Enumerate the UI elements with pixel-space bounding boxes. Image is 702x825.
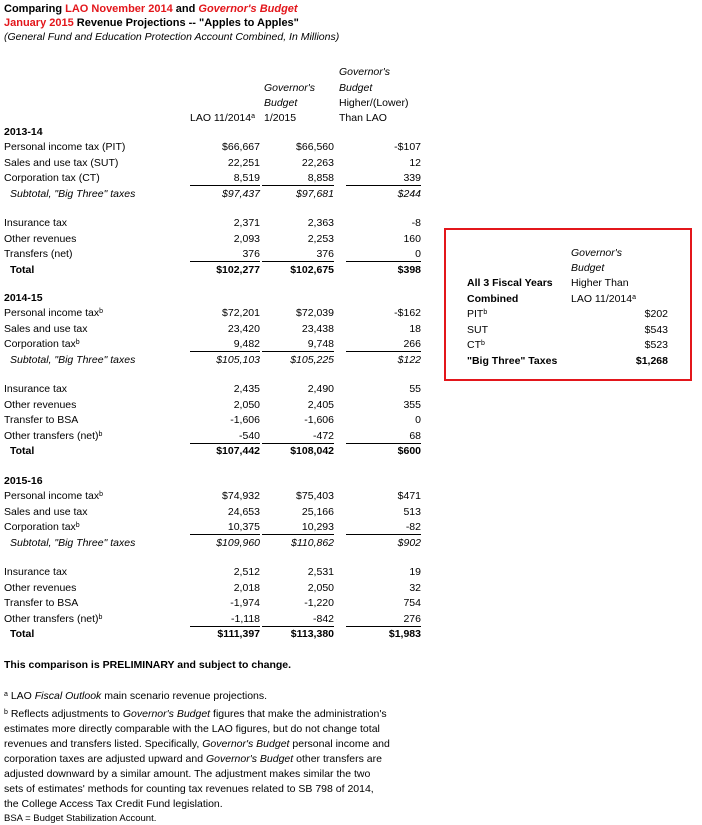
row-label — [4, 613, 102, 626]
lao-value: $74,932 — [222, 490, 260, 502]
gov-value: 376 — [262, 248, 334, 262]
row-label — [10, 354, 135, 367]
lao-value: $66,667 — [222, 141, 260, 153]
year-heading: 2015-16 — [4, 475, 43, 487]
summary-row-label — [467, 339, 485, 352]
diff-value: $244 — [397, 187, 421, 200]
footnote-italic: Fiscal Outlook — [34, 690, 102, 702]
row-label — [4, 430, 102, 443]
row-label — [4, 566, 67, 579]
summary-row-sup: b — [481, 340, 485, 347]
row-label — [4, 172, 100, 185]
row-label — [4, 521, 80, 534]
lao-value: $97,437 — [222, 187, 260, 200]
row-label-text: Personal income tax — [4, 307, 100, 319]
row-label-text: Total — [10, 628, 35, 640]
gov-value: 2,405 — [307, 398, 334, 411]
row-label-sup: b — [98, 430, 103, 438]
row-label — [10, 264, 34, 277]
row-label-text: Sales and use tax (SUT) — [4, 156, 119, 169]
row-label-text: Total — [10, 445, 35, 457]
title-line-2 — [4, 17, 299, 30]
footnote-a — [4, 689, 267, 704]
lao-value: 10,375 — [190, 521, 260, 535]
preliminary-note: This comparison is PRELIMINARY and subject to change. — [4, 659, 292, 671]
row-label-text: Other revenues — [4, 398, 77, 411]
row-label-text: Subtotal, "Big Three" taxes — [10, 536, 136, 549]
diff-value: 19 — [409, 566, 421, 578]
footnote-b-line-4 — [4, 752, 424, 767]
gov-value: $110,862 — [290, 536, 334, 549]
diff-value: 276 — [346, 613, 421, 627]
gov-value: 2,531 — [307, 566, 334, 578]
gov-value: $113,380 — [290, 628, 334, 640]
row-label-sup: b — [99, 491, 104, 498]
row-label — [10, 188, 135, 201]
row-label — [4, 248, 72, 261]
footnote-text: main scenario revenue projections. — [101, 690, 268, 702]
diff-value: 0 — [346, 248, 421, 262]
footnote-text: corporation taxes are adjusted upward and — [4, 753, 206, 765]
lao-value: 376 — [190, 248, 260, 262]
lao-value: 24,653 — [227, 505, 260, 518]
gov-value: $105,225 — [290, 353, 334, 366]
row-label — [10, 628, 34, 641]
bsa-note: BSA = Budget Stabilization Account. — [4, 813, 157, 824]
gov-value: -472 — [262, 430, 334, 444]
diff-value: 68 — [346, 430, 421, 444]
row-label-text: Other revenues — [4, 232, 77, 245]
lao-value: $102,277 — [216, 263, 260, 276]
gov-value: $108,042 — [290, 445, 334, 457]
row-label-text: Subtotal, "Big Three" taxes — [10, 353, 136, 366]
row-label-text: Other transfers (net) — [4, 612, 99, 625]
diff-value: -$107 — [394, 141, 421, 153]
row-label-text: Personal income tax (PIT) — [4, 141, 126, 153]
row-label-sup: b — [75, 522, 80, 529]
footnote-b-line-1 — [4, 707, 424, 722]
row-label-text: Insurance tax — [4, 566, 68, 578]
summary-row-sup: b — [483, 309, 488, 316]
lao-value: $72,201 — [222, 307, 260, 319]
diff-value: 160 — [403, 232, 421, 245]
gov-value: -1,606 — [304, 414, 334, 426]
row-label-text: Corporation tax — [4, 338, 76, 350]
row-label-text: Transfers (net) — [4, 248, 73, 260]
year-heading: 2013-14 — [4, 126, 43, 138]
row-label — [4, 323, 87, 336]
row-label-sup: b — [98, 613, 103, 621]
lao-value: -540 — [190, 430, 260, 444]
row-label-text: Total — [10, 263, 35, 276]
title-text: Revenue Projections -- "Apples to Apples" — [73, 17, 299, 29]
row-label — [4, 338, 80, 351]
subtitle: (General Fund and Education Protection Account Combined, In Millions) — [4, 31, 340, 43]
summary-total-label: "Big Three" Taxes — [467, 355, 558, 367]
col-header-diff-2: Budget — [339, 82, 373, 94]
summary-row-value: $543 — [644, 323, 668, 336]
col-header-diff-3: Higher/(Lower) — [339, 97, 409, 109]
row-label — [4, 233, 76, 246]
row-label-text: Insurance tax — [4, 383, 68, 395]
footnote-b-line-6: sets of estimates' methods for counting tax revenues related to SB 798 of 2014, — [4, 783, 374, 795]
row-label — [4, 506, 87, 519]
year-heading: 2014-15 — [4, 292, 43, 304]
row-label-text: Transfer to BSA — [4, 597, 79, 609]
footnote-text: personal income and — [289, 738, 390, 750]
col-header-lao — [190, 112, 255, 125]
footnote-text: revenues and transfers listed. Specifically, — [4, 738, 203, 750]
footnote-italic: Governor's Budget — [122, 708, 211, 720]
gov-value: $72,039 — [296, 307, 334, 319]
col-header-lao-text: LAO 11/2014 — [190, 112, 252, 124]
gov-value: 22,263 — [301, 156, 334, 169]
diff-value: 754 — [403, 597, 421, 609]
diff-value: 355 — [403, 398, 421, 411]
row-label — [4, 157, 118, 170]
lao-value: $107,442 — [216, 445, 260, 457]
lao-value: 2,371 — [233, 217, 260, 229]
row-label-text: Subtotal, "Big Three" taxes — [10, 187, 136, 200]
lao-value: -1,606 — [230, 414, 260, 426]
row-label-text: Corporation tax — [4, 521, 76, 533]
gov-value: $66,560 — [296, 141, 334, 153]
summary-row-label — [467, 308, 487, 321]
row-label-text: Sales and use tax — [4, 322, 88, 335]
summary-row-label — [467, 324, 488, 337]
row-label — [4, 490, 103, 503]
row-label — [4, 217, 67, 230]
lao-value: 2,435 — [233, 383, 260, 395]
diff-value: 32 — [409, 581, 421, 594]
summary-head-4-text: LAO 11/2014 — [571, 293, 633, 305]
diff-value: 513 — [403, 505, 421, 518]
summary-head-4-sup: a — [632, 294, 637, 301]
col-header-diff-4: Than LAO — [339, 112, 387, 124]
footnote-b-line-3 — [4, 737, 424, 752]
summary-head-2: Budget — [571, 262, 605, 274]
lao-value: -1,118 — [190, 613, 260, 627]
row-label-text: Sales and use tax — [4, 505, 88, 518]
footnote-b-line-2: estimates more directly comparable with the LAO figures, but do not change total — [4, 723, 380, 735]
footnote-italic: Governor's Budget — [205, 753, 294, 765]
row-label-sup: b — [75, 339, 80, 346]
summary-title-1: All 3 Fiscal Years — [467, 277, 553, 289]
col-header-diff-1: Governor's — [339, 66, 391, 78]
diff-value: 266 — [346, 338, 421, 352]
col-header-gov-1: Governor's — [264, 82, 316, 94]
gov-value: -842 — [262, 613, 334, 627]
lao-value: $111,397 — [217, 628, 260, 640]
diff-value: $600 — [397, 445, 421, 457]
diff-value: 339 — [346, 172, 421, 186]
title-text: and — [172, 3, 199, 15]
diff-value: 0 — [415, 414, 421, 426]
summary-head-1: Governor's — [571, 247, 623, 259]
row-label-text: Transfer to BSA — [4, 414, 79, 426]
diff-value: 55 — [409, 383, 421, 395]
row-label — [4, 414, 78, 427]
diff-value: $902 — [397, 536, 421, 549]
gov-value: -1,220 — [304, 597, 334, 609]
title-text: Comparing — [4, 3, 66, 15]
gov-value: 9,748 — [262, 338, 334, 352]
footnote-b-marker: b — [4, 709, 8, 716]
title-line-1 — [4, 3, 298, 16]
diff-value: -8 — [411, 217, 421, 229]
gov-value: 8,858 — [262, 172, 334, 186]
diff-value: 12 — [409, 156, 421, 169]
col-header-gov-2: Budget — [264, 97, 298, 109]
summary-row-label-text: SUT — [467, 323, 488, 336]
lao-value: 2,050 — [233, 398, 260, 411]
row-label-sup: b — [99, 308, 104, 315]
summary-row-value: $202 — [644, 308, 668, 320]
summary-total-value: $1,268 — [635, 355, 668, 367]
gov-value: 23,438 — [301, 322, 334, 335]
footnote-text: LAO — [7, 690, 35, 702]
lao-value: 2,093 — [233, 232, 260, 245]
row-label-text: Other transfers (net) — [4, 429, 99, 442]
lao-value: -1,974 — [230, 597, 260, 609]
summary-row-label-text: CT — [467, 339, 481, 351]
lao-value: 22,251 — [227, 156, 260, 169]
row-label-text: Insurance tax — [4, 217, 68, 229]
gov-value: 2,253 — [307, 232, 334, 245]
summary-head-3: Higher Than — [571, 277, 629, 289]
title-governor-highlight: Governor's Budget — [198, 3, 298, 15]
row-label — [4, 399, 76, 412]
lao-value: $105,103 — [216, 353, 260, 366]
lao-value: 9,482 — [190, 338, 260, 352]
gov-value: 2,363 — [307, 217, 334, 229]
diff-value: $398 — [397, 263, 421, 276]
row-label — [4, 307, 103, 320]
diff-value: $471 — [397, 490, 421, 502]
gov-value: $97,681 — [296, 187, 334, 200]
gov-value: 2,050 — [307, 581, 334, 594]
footnote-text: figures that make the administration's — [210, 708, 387, 720]
col-header-lao-sup: a — [251, 113, 256, 120]
summary-head-4 — [571, 293, 636, 306]
diff-value: -$162 — [394, 307, 421, 319]
row-label — [10, 445, 34, 458]
footnote-b — [4, 707, 424, 812]
title-january-highlight: January 2015 — [4, 17, 74, 29]
lao-value: 8,519 — [190, 172, 260, 186]
footnote-italic: Governor's Budget — [202, 738, 290, 750]
gov-value: $102,675 — [290, 263, 334, 276]
lao-value: 2,512 — [233, 566, 260, 578]
diff-value: $1,983 — [388, 628, 421, 640]
gov-value: 10,293 — [262, 521, 334, 535]
row-label — [4, 383, 67, 396]
lao-value: 2,018 — [233, 581, 260, 594]
lao-value: 23,420 — [227, 322, 260, 335]
summary-title-2: Combined — [467, 293, 519, 305]
row-label — [10, 537, 135, 550]
row-label — [4, 141, 125, 154]
row-label — [4, 582, 76, 595]
diff-value: $122 — [397, 353, 421, 366]
gov-value: 2,490 — [307, 383, 334, 395]
footnote-text: other transfers are — [293, 753, 382, 765]
gov-value: $75,403 — [296, 490, 334, 502]
gov-value: 25,166 — [301, 505, 334, 518]
diff-value: -82 — [346, 521, 421, 535]
lao-value: $109,960 — [216, 536, 260, 549]
footnote-text: Reflects adjustments to — [7, 708, 123, 720]
row-label-text: Corporation tax (CT) — [4, 172, 100, 184]
summary-row-value: $523 — [644, 339, 668, 351]
footnote-b-line-7: the College Access Tax Credit Fund legislation. — [4, 798, 223, 810]
diff-value: 18 — [409, 322, 421, 335]
row-label-text: Other revenues — [4, 581, 77, 594]
title-lao-highlight: LAO November 2014 — [65, 3, 173, 15]
summary-row-label-text: PIT — [467, 308, 484, 320]
footnote-a-marker: a — [4, 691, 8, 698]
col-header-gov-3: 1/2015 — [264, 112, 297, 124]
footnote-b-line-5: adjusted downward by a similar amount. The adjustment makes similar the two — [4, 768, 371, 780]
row-label — [4, 597, 78, 610]
row-label-text: Personal income tax — [4, 490, 100, 502]
